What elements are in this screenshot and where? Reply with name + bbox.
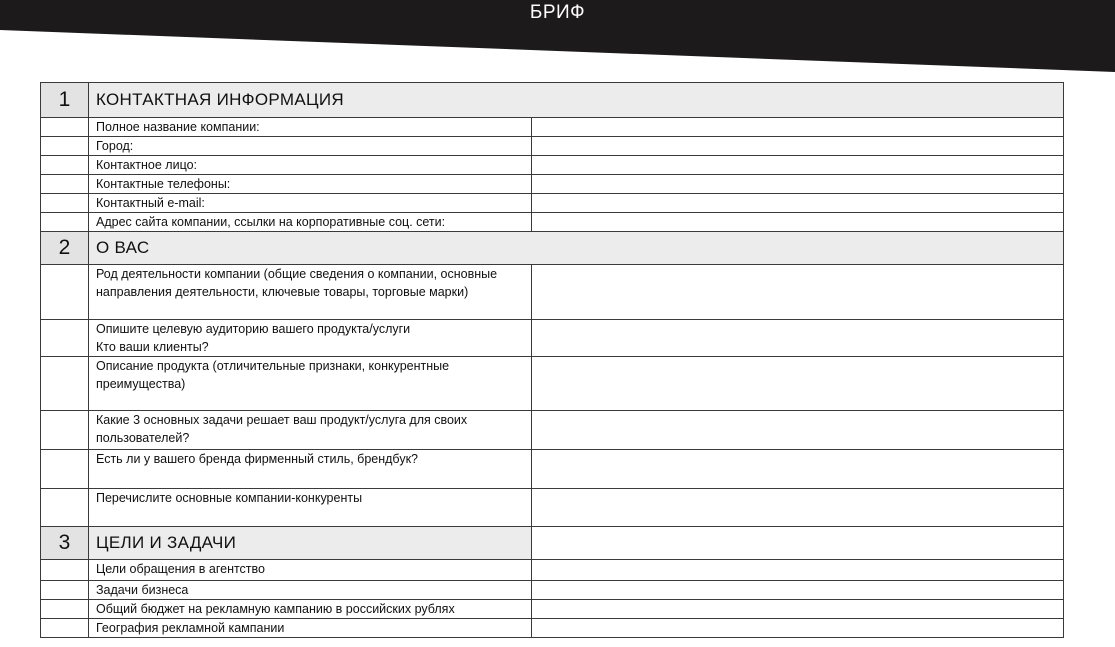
table-row (41, 581, 1064, 600)
question-label: Город: (89, 137, 532, 156)
table-row (41, 213, 1064, 232)
row-number-cell (41, 450, 89, 489)
table-row (41, 175, 1064, 194)
question-label: Есть ли у вашего бренда фирменный стиль, брендбук? (89, 450, 532, 489)
table-row (41, 156, 1064, 175)
answer-cell[interactable] (532, 175, 1064, 194)
row-number-cell (41, 213, 89, 232)
row-number-cell (41, 411, 89, 450)
question-label: Общий бюджет на рекламную кампанию в российских рублях (89, 600, 532, 619)
question-label: Контактные телефоны: (89, 175, 532, 194)
row-number-cell (41, 194, 89, 213)
question-label: Контактный e-mail: (89, 194, 532, 213)
row-number-cell (41, 265, 89, 320)
section-header-contact-info (41, 83, 1064, 118)
row-number-cell (41, 137, 89, 156)
table-row (41, 600, 1064, 619)
table-row (41, 137, 1064, 156)
section-number: 3 (41, 527, 89, 560)
row-number-cell (41, 118, 89, 137)
answer-cell[interactable] (532, 213, 1064, 232)
table-row (41, 357, 1064, 411)
question-label: Перечислите основные компании-конкуренты (89, 489, 532, 527)
section-number: 2 (41, 232, 89, 265)
answer-cell[interactable] (532, 118, 1064, 137)
answer-cell[interactable] (532, 450, 1064, 489)
question-label: Задачи бизнеса (89, 581, 532, 600)
question-label: Полное название компании: (89, 118, 532, 137)
answer-cell[interactable] (532, 560, 1064, 581)
section-number: 1 (41, 83, 89, 118)
section-header-goals (41, 527, 1064, 560)
answer-cell[interactable] (532, 619, 1064, 638)
section-header-about (41, 232, 1064, 265)
answer-cell[interactable] (532, 320, 1064, 357)
answer-cell[interactable] (532, 357, 1064, 411)
table-row (41, 194, 1064, 213)
brief-table (40, 82, 1064, 638)
answer-cell[interactable] (532, 581, 1064, 600)
row-number-cell (41, 600, 89, 619)
row-number-cell (41, 560, 89, 581)
row-number-cell (41, 357, 89, 411)
question-label: Адрес сайта компании, ссылки на корпоративные соц. сети: (89, 213, 532, 232)
answer-cell[interactable] (532, 489, 1064, 527)
question-label: Какие 3 основных задачи решает ваш продукт/услуга для своих пользователей? (89, 411, 532, 450)
question-label: Описание продукта (отличительные признаки, конкурентные преимущества) (89, 357, 532, 411)
table-row (41, 560, 1064, 581)
table-row (41, 619, 1064, 638)
section-title: ЦЕЛИ И ЗАДАЧИ (89, 527, 532, 560)
row-number-cell (41, 320, 89, 357)
table-row (41, 489, 1064, 527)
answer-cell[interactable] (532, 265, 1064, 320)
answer-cell[interactable] (532, 600, 1064, 619)
table-row (41, 320, 1064, 357)
question-label: Цели обращения в агентство (89, 560, 532, 581)
answer-cell[interactable] (532, 137, 1064, 156)
row-number-cell (41, 489, 89, 527)
row-number-cell (41, 175, 89, 194)
answer-cell[interactable] (532, 411, 1064, 450)
answer-cell[interactable] (532, 194, 1064, 213)
row-number-cell (41, 619, 89, 638)
page-title: БРИФ (529, 2, 586, 23)
question-label: Контактное лицо: (89, 156, 532, 175)
table-row (41, 411, 1064, 450)
section-title: О ВАС (89, 232, 1064, 265)
row-number-cell (41, 156, 89, 175)
question-label: Род деятельности компании (общие сведения о компании, основные направления деятельности, ключевые товары, торговые марки) (89, 265, 532, 320)
table-row (41, 265, 1064, 320)
section-title-blank (532, 527, 1064, 560)
answer-cell[interactable] (532, 156, 1064, 175)
question-label: Опишите целевую аудиторию вашего продукта/услуги Кто ваши клиенты? (89, 320, 532, 357)
row-number-cell (41, 581, 89, 600)
table-row (41, 118, 1064, 137)
table-row (41, 450, 1064, 489)
section-title: КОНТАКТНАЯ ИНФОРМАЦИЯ (89, 83, 1064, 118)
question-label: География рекламной кампании (89, 619, 532, 638)
